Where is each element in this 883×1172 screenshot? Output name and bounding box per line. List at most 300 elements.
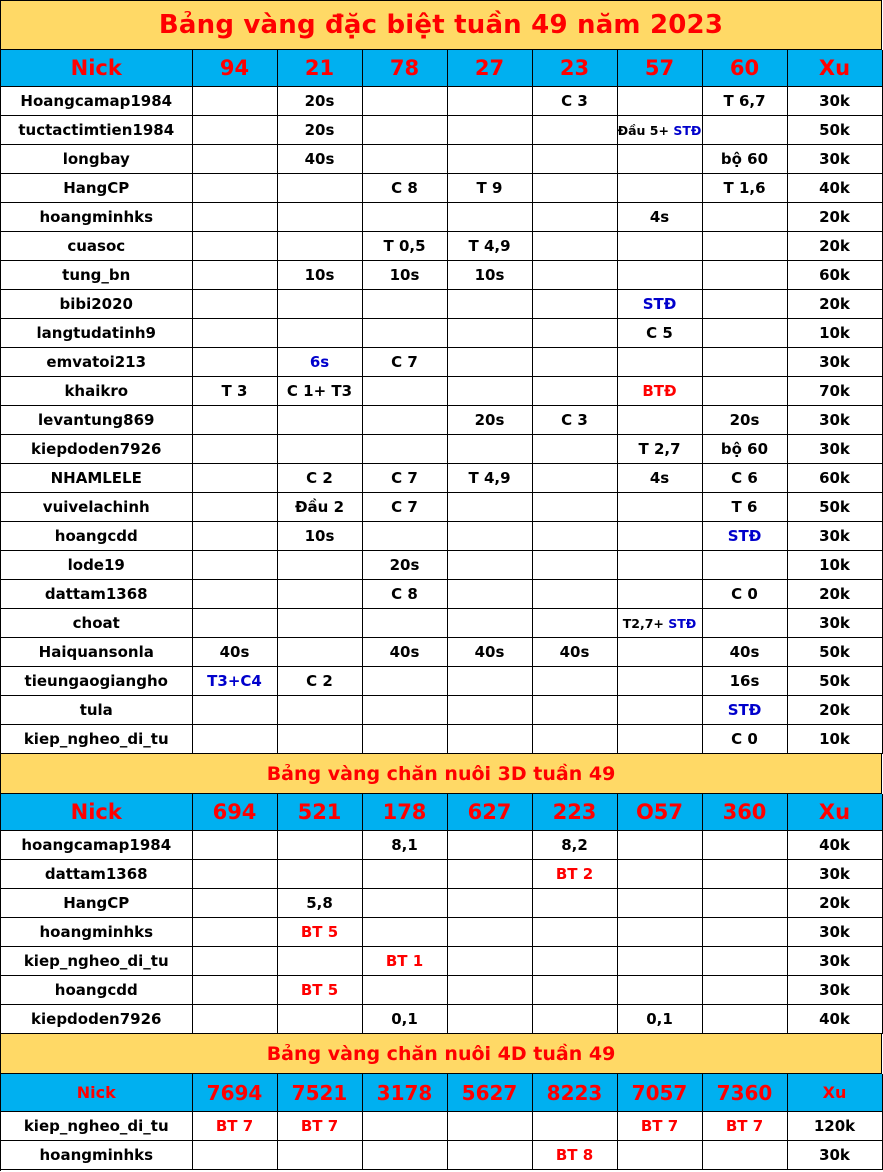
column-header-xu: Xu	[787, 1074, 882, 1112]
xu-cell: 70k	[787, 377, 882, 406]
xu-cell: 40k	[787, 1005, 882, 1034]
value-cell: 40s	[447, 638, 532, 667]
value-cell	[362, 889, 447, 918]
nick-cell: Hoangcamap1984	[1, 87, 192, 116]
value-cell: BT 5	[277, 976, 362, 1005]
value-cell	[447, 290, 532, 319]
column-header-xu: Xu	[787, 794, 882, 831]
column-header-number: 78	[362, 50, 447, 87]
nick-cell: kiep_ngheo_di_tu	[1, 947, 192, 976]
value-cell: C 7	[362, 493, 447, 522]
nick-cell: hoangminhks	[1, 1141, 192, 1170]
value-cell: bộ 60	[702, 435, 787, 464]
column-header-number: 178	[362, 794, 447, 831]
value-cell	[617, 976, 702, 1005]
value-cell	[532, 290, 617, 319]
section-4d-title: Bảng vàng chăn nuôi 4D tuần 49	[266, 1042, 616, 1065]
value-cell	[362, 406, 447, 435]
value-cell	[617, 348, 702, 377]
value-cell	[447, 145, 532, 174]
value-cell	[702, 116, 787, 145]
value-cell	[617, 261, 702, 290]
xu-cell: 20k	[787, 580, 882, 609]
nick-cell: tula	[1, 696, 192, 725]
value-cell	[362, 918, 447, 947]
value-cell	[702, 831, 787, 860]
value-cell	[277, 203, 362, 232]
table-row	[1, 261, 882, 290]
value-cell	[532, 976, 617, 1005]
value-cell	[362, 203, 447, 232]
table-row	[1, 174, 882, 203]
xu-cell: 20k	[787, 696, 882, 725]
value-cell	[702, 348, 787, 377]
value-cell: T 6	[702, 493, 787, 522]
column-header-xu: Xu	[787, 50, 882, 87]
value-cell	[617, 232, 702, 261]
value-cell	[702, 889, 787, 918]
table-row	[1, 377, 882, 406]
column-header-number: 5627	[447, 1074, 532, 1112]
value-cell: 4s	[617, 203, 702, 232]
table-row	[1, 696, 882, 725]
value-cell: 0,1	[617, 1005, 702, 1034]
value-cell: 16s	[702, 667, 787, 696]
nick-cell: kiep_ngheo_di_tu	[1, 725, 192, 754]
table-row	[1, 976, 882, 1005]
value-cell	[702, 918, 787, 947]
header-row	[1, 1074, 882, 1112]
xu-cell: 30k	[787, 435, 882, 464]
value-cell	[617, 580, 702, 609]
value-cell	[277, 290, 362, 319]
value-cell	[192, 580, 277, 609]
value-cell	[532, 667, 617, 696]
value-cell: T 6,7	[702, 87, 787, 116]
xu-cell: 20k	[787, 290, 882, 319]
value-cell	[362, 319, 447, 348]
table-row	[1, 1112, 882, 1141]
value-cell	[277, 319, 362, 348]
value-cell	[362, 609, 447, 638]
value-cell	[362, 87, 447, 116]
value-cell	[362, 725, 447, 754]
value-cell: 20s	[277, 116, 362, 145]
value-cell	[447, 725, 532, 754]
value-cell	[617, 831, 702, 860]
value-cell	[617, 638, 702, 667]
value-cell	[447, 947, 532, 976]
nick-cell: hoangcdd	[1, 976, 192, 1005]
nick-cell: cuasoc	[1, 232, 192, 261]
table-row	[1, 889, 882, 918]
value-cell	[702, 377, 787, 406]
value-cell	[192, 261, 277, 290]
value-cell	[277, 609, 362, 638]
value-cell	[702, 976, 787, 1005]
value-cell: T2,7+ STĐ	[617, 609, 702, 638]
value-cell	[702, 609, 787, 638]
value-cell	[277, 174, 362, 203]
value-cell: 20s	[277, 87, 362, 116]
table-row	[1, 609, 882, 638]
value-cell	[702, 261, 787, 290]
value-cell: 8,1	[362, 831, 447, 860]
value-cell	[192, 493, 277, 522]
table-row	[1, 348, 882, 377]
value-cell: 20s	[447, 406, 532, 435]
xu-cell: 50k	[787, 667, 882, 696]
xu-cell: 30k	[787, 348, 882, 377]
value-cell: C 1+ T3	[277, 377, 362, 406]
value-cell	[447, 377, 532, 406]
value-cell: C 3	[532, 87, 617, 116]
section-3d-title: Bảng vàng chăn nuôi 3D tuần 49	[266, 762, 616, 785]
value-cell: BT 7	[277, 1112, 362, 1141]
xu-cell: 120k	[787, 1112, 882, 1141]
value-cell: 40s	[277, 145, 362, 174]
value-cell: T 1,6	[702, 174, 787, 203]
value-cell	[277, 232, 362, 261]
value-cell: BT 2	[532, 860, 617, 889]
value-cell	[277, 725, 362, 754]
value-cell: 40s	[192, 638, 277, 667]
value-cell	[277, 551, 362, 580]
value-cell	[192, 860, 277, 889]
column-header-number: 94	[192, 50, 277, 87]
value-cell	[447, 435, 532, 464]
xu-cell: 60k	[787, 464, 882, 493]
table-row	[1, 493, 882, 522]
value-cell	[702, 1141, 787, 1170]
value-cell	[447, 860, 532, 889]
value-cell	[447, 831, 532, 860]
value-cell	[447, 493, 532, 522]
value-cell	[617, 725, 702, 754]
value-cell	[447, 580, 532, 609]
value-cell	[277, 947, 362, 976]
table-row	[1, 638, 882, 667]
value-cell: T 2,7	[617, 435, 702, 464]
value-cell: 8,2	[532, 831, 617, 860]
value-cell	[192, 464, 277, 493]
column-header-number: 694	[192, 794, 277, 831]
value-cell	[192, 174, 277, 203]
xu-cell: 40k	[787, 831, 882, 860]
column-header-number: 23	[532, 50, 617, 87]
value-cell	[532, 551, 617, 580]
value-cell: STĐ	[617, 290, 702, 319]
nick-cell: vuivelachinh	[1, 493, 192, 522]
column-header-number: O57	[617, 794, 702, 831]
value-cell	[532, 609, 617, 638]
xu-cell: 50k	[787, 638, 882, 667]
table-row	[1, 406, 882, 435]
value-cell: C 0	[702, 725, 787, 754]
table-row	[1, 551, 882, 580]
value-cell: STĐ	[702, 696, 787, 725]
value-cell	[447, 696, 532, 725]
value-cell	[617, 493, 702, 522]
value-cell	[617, 696, 702, 725]
value-cell: 20s	[362, 551, 447, 580]
column-header-number: 60	[702, 50, 787, 87]
column-header-number: 7360	[702, 1074, 787, 1112]
value-cell: 40s	[362, 638, 447, 667]
value-cell	[277, 696, 362, 725]
value-cell: C 7	[362, 348, 447, 377]
column-header-number: 7057	[617, 1074, 702, 1112]
xu-cell: 30k	[787, 976, 882, 1005]
value-cell	[617, 174, 702, 203]
value-cell: C 6	[702, 464, 787, 493]
value-cell: 0,1	[362, 1005, 447, 1034]
nick-cell: kiep_ngheo_di_tu	[1, 1112, 192, 1141]
xu-cell: 50k	[787, 493, 882, 522]
table-row	[1, 435, 882, 464]
value-cell	[532, 116, 617, 145]
value-cell	[532, 522, 617, 551]
value-cell: BT 5	[277, 918, 362, 947]
nick-cell: hoangcamap1984	[1, 831, 192, 860]
value-cell	[617, 87, 702, 116]
value-cell: 40s	[702, 638, 787, 667]
value-cell	[362, 976, 447, 1005]
value-cell	[702, 290, 787, 319]
value-cell	[702, 203, 787, 232]
value-cell: BT 7	[702, 1112, 787, 1141]
value-cell	[447, 889, 532, 918]
value-cell	[192, 831, 277, 860]
table-row	[1, 145, 882, 174]
value-cell	[362, 696, 447, 725]
table-row	[1, 1141, 882, 1170]
nick-cell: tuctactimtien1984	[1, 116, 192, 145]
value-cell	[702, 860, 787, 889]
nick-cell: tung_bn	[1, 261, 192, 290]
value-cell	[192, 1005, 277, 1034]
table-row	[1, 918, 882, 947]
table-row	[1, 290, 882, 319]
xu-cell: 30k	[787, 87, 882, 116]
value-cell	[447, 522, 532, 551]
value-cell	[277, 580, 362, 609]
nick-cell: hoangminhks	[1, 203, 192, 232]
value-cell	[532, 145, 617, 174]
table-4d	[1, 1074, 883, 1170]
value-cell	[192, 889, 277, 918]
table-row	[1, 860, 882, 889]
value-cell	[532, 918, 617, 947]
value-cell: BT 7	[617, 1112, 702, 1141]
value-cell	[532, 348, 617, 377]
special-table	[1, 50, 883, 754]
value-cell	[617, 667, 702, 696]
value-cell	[192, 319, 277, 348]
page-title: Bảng vàng đặc biệt tuần 49 năm 2023	[158, 10, 724, 40]
value-cell: C 2	[277, 464, 362, 493]
value-cell	[192, 290, 277, 319]
xu-cell: 20k	[787, 889, 882, 918]
value-cell	[447, 1005, 532, 1034]
value-cell	[532, 377, 617, 406]
value-cell	[617, 1141, 702, 1170]
nick-cell: longbay	[1, 145, 192, 174]
value-cell: 10s	[277, 522, 362, 551]
value-cell	[532, 261, 617, 290]
nick-cell: kiepdoden7926	[1, 1005, 192, 1034]
value-cell	[192, 522, 277, 551]
xu-cell: 30k	[787, 918, 882, 947]
value-cell: BTĐ	[617, 377, 702, 406]
value-cell: Đầu 2	[277, 493, 362, 522]
value-cell	[702, 551, 787, 580]
nick-cell: bibi2020	[1, 290, 192, 319]
value-cell	[447, 918, 532, 947]
value-cell	[617, 947, 702, 976]
value-cell	[192, 725, 277, 754]
table-row	[1, 831, 882, 860]
value-cell	[362, 1141, 447, 1170]
value-cell: T 3	[192, 377, 277, 406]
value-cell: C 5	[617, 319, 702, 348]
header-row	[1, 794, 882, 831]
value-cell	[532, 947, 617, 976]
table-row	[1, 947, 882, 976]
value-cell	[192, 976, 277, 1005]
value-cell	[532, 174, 617, 203]
value-cell: T3+C4	[192, 667, 277, 696]
value-cell	[192, 435, 277, 464]
value-cell	[617, 551, 702, 580]
value-cell	[617, 522, 702, 551]
table-row	[1, 522, 882, 551]
value-cell	[532, 1005, 617, 1034]
value-cell	[532, 1112, 617, 1141]
column-header-nick: Nick	[1, 794, 192, 831]
column-header-number: 21	[277, 50, 362, 87]
value-cell	[277, 1141, 362, 1170]
nick-cell: lode19	[1, 551, 192, 580]
value-cell	[362, 145, 447, 174]
column-header-number: 27	[447, 50, 532, 87]
value-cell: C 0	[702, 580, 787, 609]
value-cell	[362, 116, 447, 145]
nick-cell: langtudatinh9	[1, 319, 192, 348]
nick-cell: tieungaogiangho	[1, 667, 192, 696]
value-cell	[702, 1005, 787, 1034]
table-row	[1, 667, 882, 696]
value-cell	[362, 667, 447, 696]
value-cell	[702, 947, 787, 976]
value-cell	[447, 976, 532, 1005]
value-cell: 10s	[277, 261, 362, 290]
value-cell: STĐ	[702, 522, 787, 551]
xu-cell: 20k	[787, 203, 882, 232]
value-cell	[617, 406, 702, 435]
value-cell	[532, 889, 617, 918]
value-cell	[192, 406, 277, 435]
xu-cell: 30k	[787, 947, 882, 976]
value-cell	[702, 232, 787, 261]
column-header-number: 627	[447, 794, 532, 831]
table-row	[1, 464, 882, 493]
xu-cell: 60k	[787, 261, 882, 290]
nick-cell: khaikro	[1, 377, 192, 406]
value-cell	[362, 290, 447, 319]
xu-cell: 20k	[787, 232, 882, 261]
value-cell	[532, 232, 617, 261]
value-cell	[192, 551, 277, 580]
value-cell	[532, 493, 617, 522]
column-header-number: 223	[532, 794, 617, 831]
value-cell	[192, 348, 277, 377]
nick-cell: HangCP	[1, 174, 192, 203]
nick-cell: kiepdoden7926	[1, 435, 192, 464]
value-cell	[277, 1005, 362, 1034]
xu-cell: 40k	[787, 174, 882, 203]
xu-cell: 30k	[787, 406, 882, 435]
xu-cell: 30k	[787, 522, 882, 551]
value-cell: T 4,9	[447, 464, 532, 493]
header-row	[1, 50, 882, 87]
value-cell	[532, 580, 617, 609]
xu-cell: 30k	[787, 145, 882, 174]
value-cell	[447, 667, 532, 696]
column-header-nick: Nick	[1, 50, 192, 87]
xu-cell: 50k	[787, 116, 882, 145]
column-header-number: 57	[617, 50, 702, 87]
value-cell	[447, 609, 532, 638]
value-cell	[447, 1112, 532, 1141]
value-cell: BT 7	[192, 1112, 277, 1141]
value-cell	[617, 145, 702, 174]
value-cell: T 9	[447, 174, 532, 203]
value-cell: 5,8	[277, 889, 362, 918]
xu-cell: 30k	[787, 1141, 882, 1170]
value-cell	[192, 203, 277, 232]
value-cell: 6s	[277, 348, 362, 377]
nick-cell: levantung869	[1, 406, 192, 435]
table-row	[1, 319, 882, 348]
main-title-bar	[1, 1, 882, 50]
xu-cell: 10k	[787, 319, 882, 348]
value-cell	[532, 696, 617, 725]
value-cell: 10s	[447, 261, 532, 290]
value-cell: BT 1	[362, 947, 447, 976]
xu-cell: 10k	[787, 551, 882, 580]
value-cell	[532, 435, 617, 464]
column-header-number: 8223	[532, 1074, 617, 1112]
value-cell	[362, 522, 447, 551]
nick-cell: NHAMLELE	[1, 464, 192, 493]
value-cell	[192, 918, 277, 947]
value-cell	[277, 860, 362, 889]
nick-cell: HangCP	[1, 889, 192, 918]
value-cell	[617, 889, 702, 918]
value-cell	[277, 406, 362, 435]
value-cell: 20s	[702, 406, 787, 435]
nick-cell: choat	[1, 609, 192, 638]
value-cell	[192, 609, 277, 638]
value-cell	[362, 1112, 447, 1141]
nick-cell: dattam1368	[1, 580, 192, 609]
value-cell	[702, 319, 787, 348]
value-cell: C 8	[362, 580, 447, 609]
value-cell	[277, 831, 362, 860]
value-cell	[447, 203, 532, 232]
value-cell	[617, 860, 702, 889]
